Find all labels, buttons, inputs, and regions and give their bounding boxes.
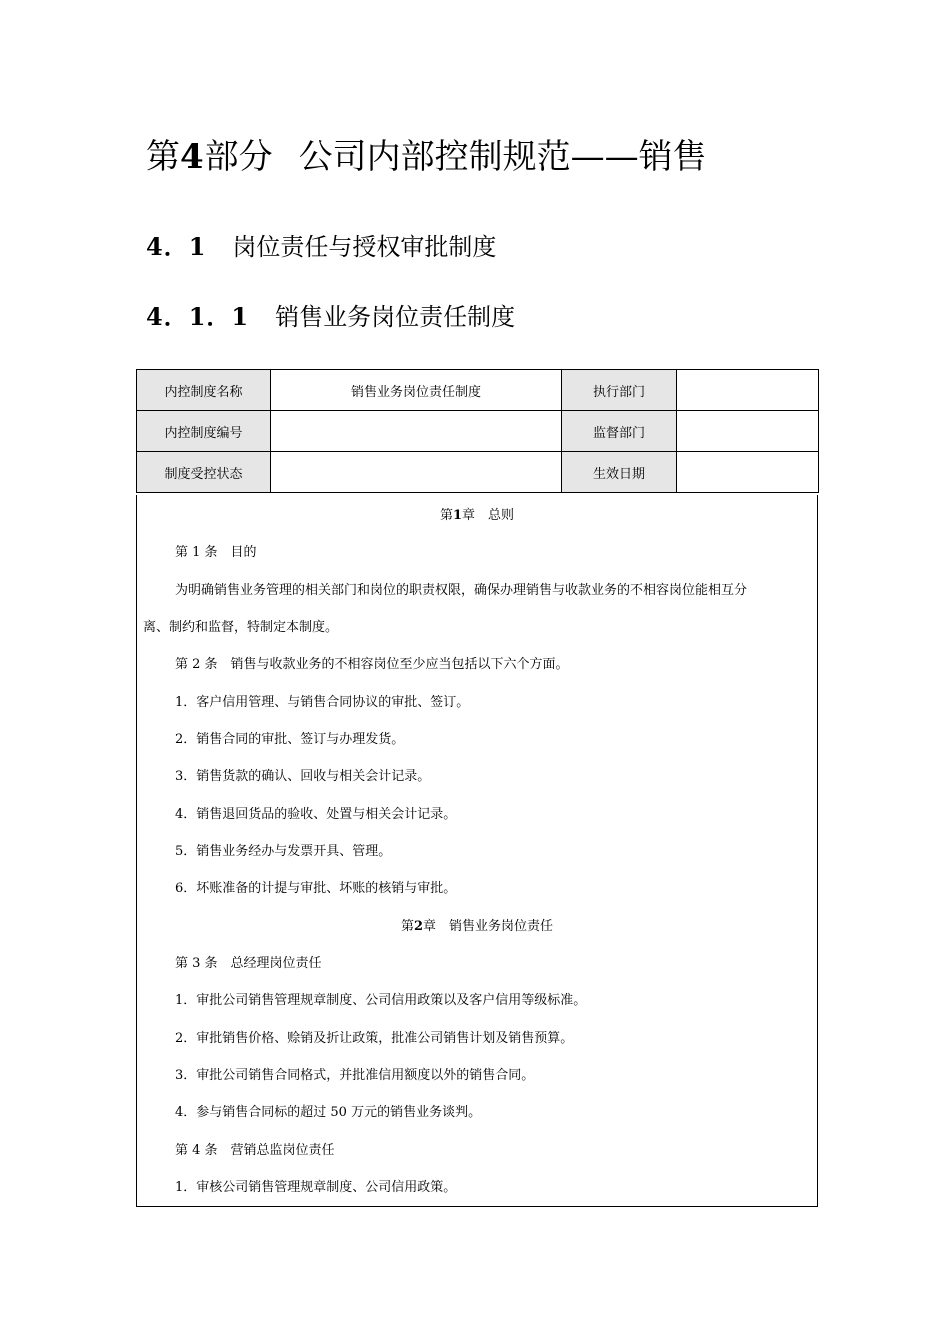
- cell-value: [677, 370, 819, 411]
- paragraph: 离、制约和监督，特制定本制度。: [143, 620, 339, 635]
- table-row: [137, 370, 819, 411]
- cell-value: 销售业务岗位责任制度: [271, 370, 562, 411]
- cell-value: [677, 411, 819, 452]
- part-heading-number: 4: [180, 137, 205, 177]
- section-heading-4-1: [146, 231, 496, 263]
- list-item: 3．审批公司销售合同格式，并批准信用额度以外的销售合同。: [175, 1068, 535, 1083]
- regulation-body: [136, 495, 818, 1207]
- part-heading-prefix: 第: [146, 137, 180, 177]
- part-heading-suffix: 部分: [204, 137, 273, 177]
- table-row: [137, 452, 819, 493]
- cell-label: 执行部门: [562, 370, 677, 411]
- list-item: 1．客户信用管理、与销售合同协议的审批、签订。: [175, 695, 470, 710]
- list-item: 3．销售货款的确认、回收与相关会计记录。: [175, 769, 431, 784]
- paragraph: 为明确销售业务管理的相关部门和岗位的职责权限，确保办理销售与收款业务的不相容岗位能相互分: [175, 583, 748, 598]
- cell-value: [271, 411, 562, 452]
- cell-label: 监督部门: [562, 411, 677, 452]
- list-item: 1．审核公司销售管理规章制度、公司信用政策。: [175, 1180, 457, 1195]
- cell-label: 内控制度名称: [137, 370, 271, 411]
- list-item: 6．坏账准备的计提与审批、坏账的核销与审批。: [175, 881, 457, 896]
- cell-label: 制度受控状态: [137, 452, 271, 493]
- list-item: 4．销售退回货品的验收、处置与相关会计记录。: [175, 807, 457, 822]
- article-heading: 第 3 条 总经理岗位责任: [175, 956, 322, 971]
- article-heading: 第 1 条 目的: [175, 545, 257, 560]
- table-row: [137, 411, 819, 452]
- part-heading: [146, 134, 707, 180]
- section-heading-4-1-1: [146, 301, 515, 333]
- cell-label: 内控制度编号: [137, 411, 271, 452]
- section-number: 4．1．1: [146, 302, 250, 331]
- article-heading: 第 2 条 销售与收款业务的不相容岗位至少应当包括以下六个方面。: [175, 657, 569, 672]
- list-item: 2．审批销售价格、赊销及折让政策，批准公司销售计划及销售预算。: [175, 1031, 574, 1046]
- section-title: 岗位责任与授权审批制度: [232, 233, 497, 261]
- list-item: 4．参与销售合同标的超过 50 万元的销售业务谈判。: [175, 1105, 482, 1120]
- chapter-heading: 第2章 销售业务岗位责任: [400, 919, 554, 934]
- control-info-table: [136, 369, 819, 493]
- list-item: 2．销售合同的审批、签订与办理发货。: [175, 732, 405, 747]
- list-item: 1．审批公司销售管理规章制度、公司信用政策以及客户信用等级标准。: [175, 993, 587, 1008]
- article-heading: 第 4 条 营销总监岗位责任: [175, 1143, 335, 1158]
- chapter-heading: 第1章 总则: [439, 508, 515, 523]
- part-heading-title: 公司内部控制规范——销售: [298, 137, 707, 177]
- section-number: 4．1: [146, 232, 207, 261]
- cell-value: [271, 452, 562, 493]
- cell-value: [677, 452, 819, 493]
- section-title: 销售业务岗位责任制度: [275, 303, 516, 331]
- cell-label: 生效日期: [562, 452, 677, 493]
- list-item: 5．销售业务经办与发票开具、管理。: [175, 844, 392, 859]
